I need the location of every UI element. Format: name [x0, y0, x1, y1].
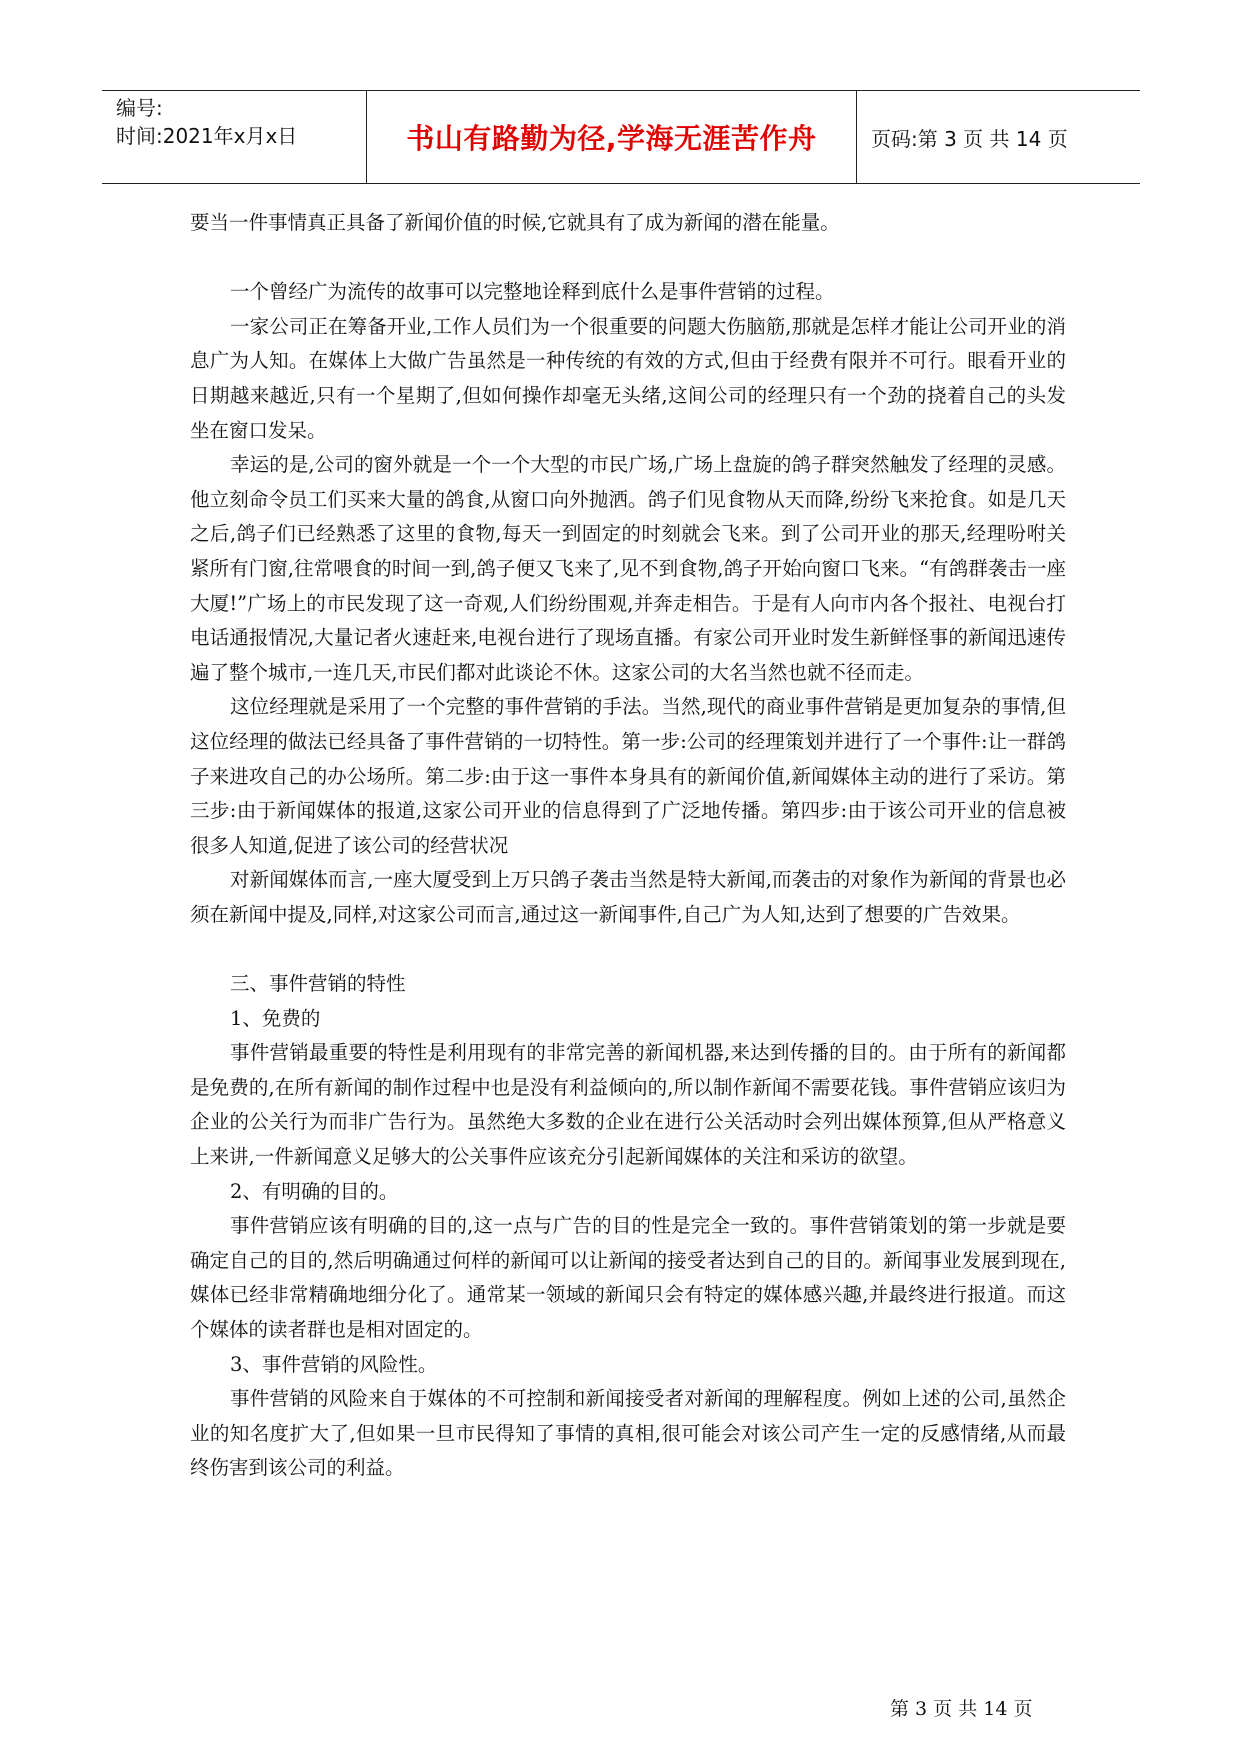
paragraph-story-setup: 一家公司正在筹备开业,工作人员们为一个很重要的问题大伤脑筋,那就是怎样才能让公司开业的消息广为人知。在媒体上大做广告虽然是一种传统的有效的方式,但由于经费有限并不可行。眼看开业的日期越来越近,只有一个星期了,但如何操作却毫无头绪,这间公司的经理只有一个劲的挠着自己的头发坐在窗口发呆。: [190, 314, 1066, 442]
paragraph-story-analysis: 这位经理就是采用了一个完整的事件营销的手法。当然,现代的商业事件营销是更加复杂的事情,但这位经理的做法已经具备了事件营销的一切特性。第一步:公司的经理策划并进行了一个事件:让一群鸽子来进攻自己的办公场所。第二步:由于这一事件本身具有的新闻价值,新闻媒体主动的进行了采访。第三步:由于新闻媒体的报道,这家公司开业的信息得到了广泛地传播。第四步:由于该公司开业的信息被很多人知道,促进了该公司的经营状况: [190, 695, 1066, 857]
header-motto-cell: [367, 91, 857, 183]
item-3-text: 事件营销的风险来自于媒体的不可控制和新闻接受者对新闻的理解程度。例如上述的公司,虽然企业的知名度扩大了,但如果一旦市民得知了事情的真相,很可能会对该公司产生一定的反感情绪,从而最终伤害到该公司的利益。: [190, 1387, 1066, 1480]
item-1-title: 1、免费的: [230, 1006, 321, 1030]
page-footer: 第 3 页 共 14 页: [890, 1698, 1033, 1720]
item-2-text: 事件营销应该有明确的目的,这一点与广告的目的性是完全一致的。事件营销策划的第一步就是要确定自己的目的,然后明确通过何样的新闻可以让新闻的接受者达到自己的目的。新闻事业发展到现在,媒体已经非常精确地细分化了。通常某一领域的新闻只会有特定的媒体感兴趣,并最终进行报道。而这个媒体的读者群也是相对固定的。: [190, 1214, 1066, 1341]
item-1-text: 事件营销最重要的特性是利用现有的非常完善的新闻机器,来达到传播的目的。由于所有的新闻都是免费的,在所有新闻的制作过程中也是没有利益倾向的,所以制作新闻不需要花钱。事件营销应该归为企业的公关行为而非广告行为。虽然绝大多数的企业在进行公关活动时会列出媒体预算,但从严格意义上来讲,一件新闻意义足够大的公关事件应该充分引起新闻媒体的关注和采访的欲望。: [190, 1041, 1066, 1169]
document-header: [102, 90, 1140, 184]
document-body: [190, 206, 1066, 1486]
paragraph-story-lead: 一个曾经广为流传的故事可以完整地诠释到底什么是事件营销的过程。: [230, 280, 835, 304]
header-motto: 书山有路勤为径,学海无涯苦作舟: [406, 122, 817, 155]
paragraph-gap: [190, 932, 1066, 967]
paragraph-story-conclusion: 对新闻媒体而言,一座大厦受到上万只鸽子袭击当然是特大新闻,而袭击的对象作为新闻的背景也必须在新闻中提及,同样,对这家公司而言,通过这一新闻事件,自己广为人知,达到了想要的广告效果。: [190, 868, 1066, 926]
item-2-title: 2、有明确的目的。: [230, 1179, 399, 1203]
section-title: 三、事件营销的特性: [230, 972, 406, 996]
item-3-title: 3、事件营销的风险性。: [230, 1352, 438, 1376]
header-page-info: 页码:第 3 页 共 14 页: [871, 126, 1068, 151]
document-time-label: 时间:2021年x月x日: [116, 124, 298, 148]
header-meta-cell: [102, 91, 367, 183]
paragraph-story-pigeons: 幸运的是,公司的窗外就是一个一个大型的市民广场,广场上盘旋的鸽子群突然触发了经理的灵感。他立刻命令员工们买来大量的鸽食,从窗口向外抛洒。鸽子们见食物从天而降,纷纷飞来抢食。如是几天之后,鸽子们已经熟悉了这里的食物,每天一到固定的时刻就会飞来。到了公司开业的那天,经理吩咐关紧所有门窗,往常喂食的时间一到,鸽子便又飞来了,见不到食物,鸽子开始向窗口飞来。“有鸽群袭击一座大厦!”广场上的市民发现了这一奇观,人们纷纷围观,并奔走相告。于是有人向市内各个报社、电视台打电话通报情况,大量记者火速赶来,电视台进行了现场直播。有家公司开业时发生新鲜怪事的新闻迅速传遍了整个城市,一连几天,市民们都对此谈论不休。这家公司的大名当然也就不径而走。: [190, 453, 1066, 684]
header-page-cell: [857, 91, 1140, 183]
document-number-label: 编号:: [116, 96, 163, 120]
paragraph-intro: 要当一件事情真正具备了新闻价值的时候,它就具有了成为新闻的潜在能量。: [190, 211, 840, 234]
paragraph-gap: [190, 241, 1066, 276]
